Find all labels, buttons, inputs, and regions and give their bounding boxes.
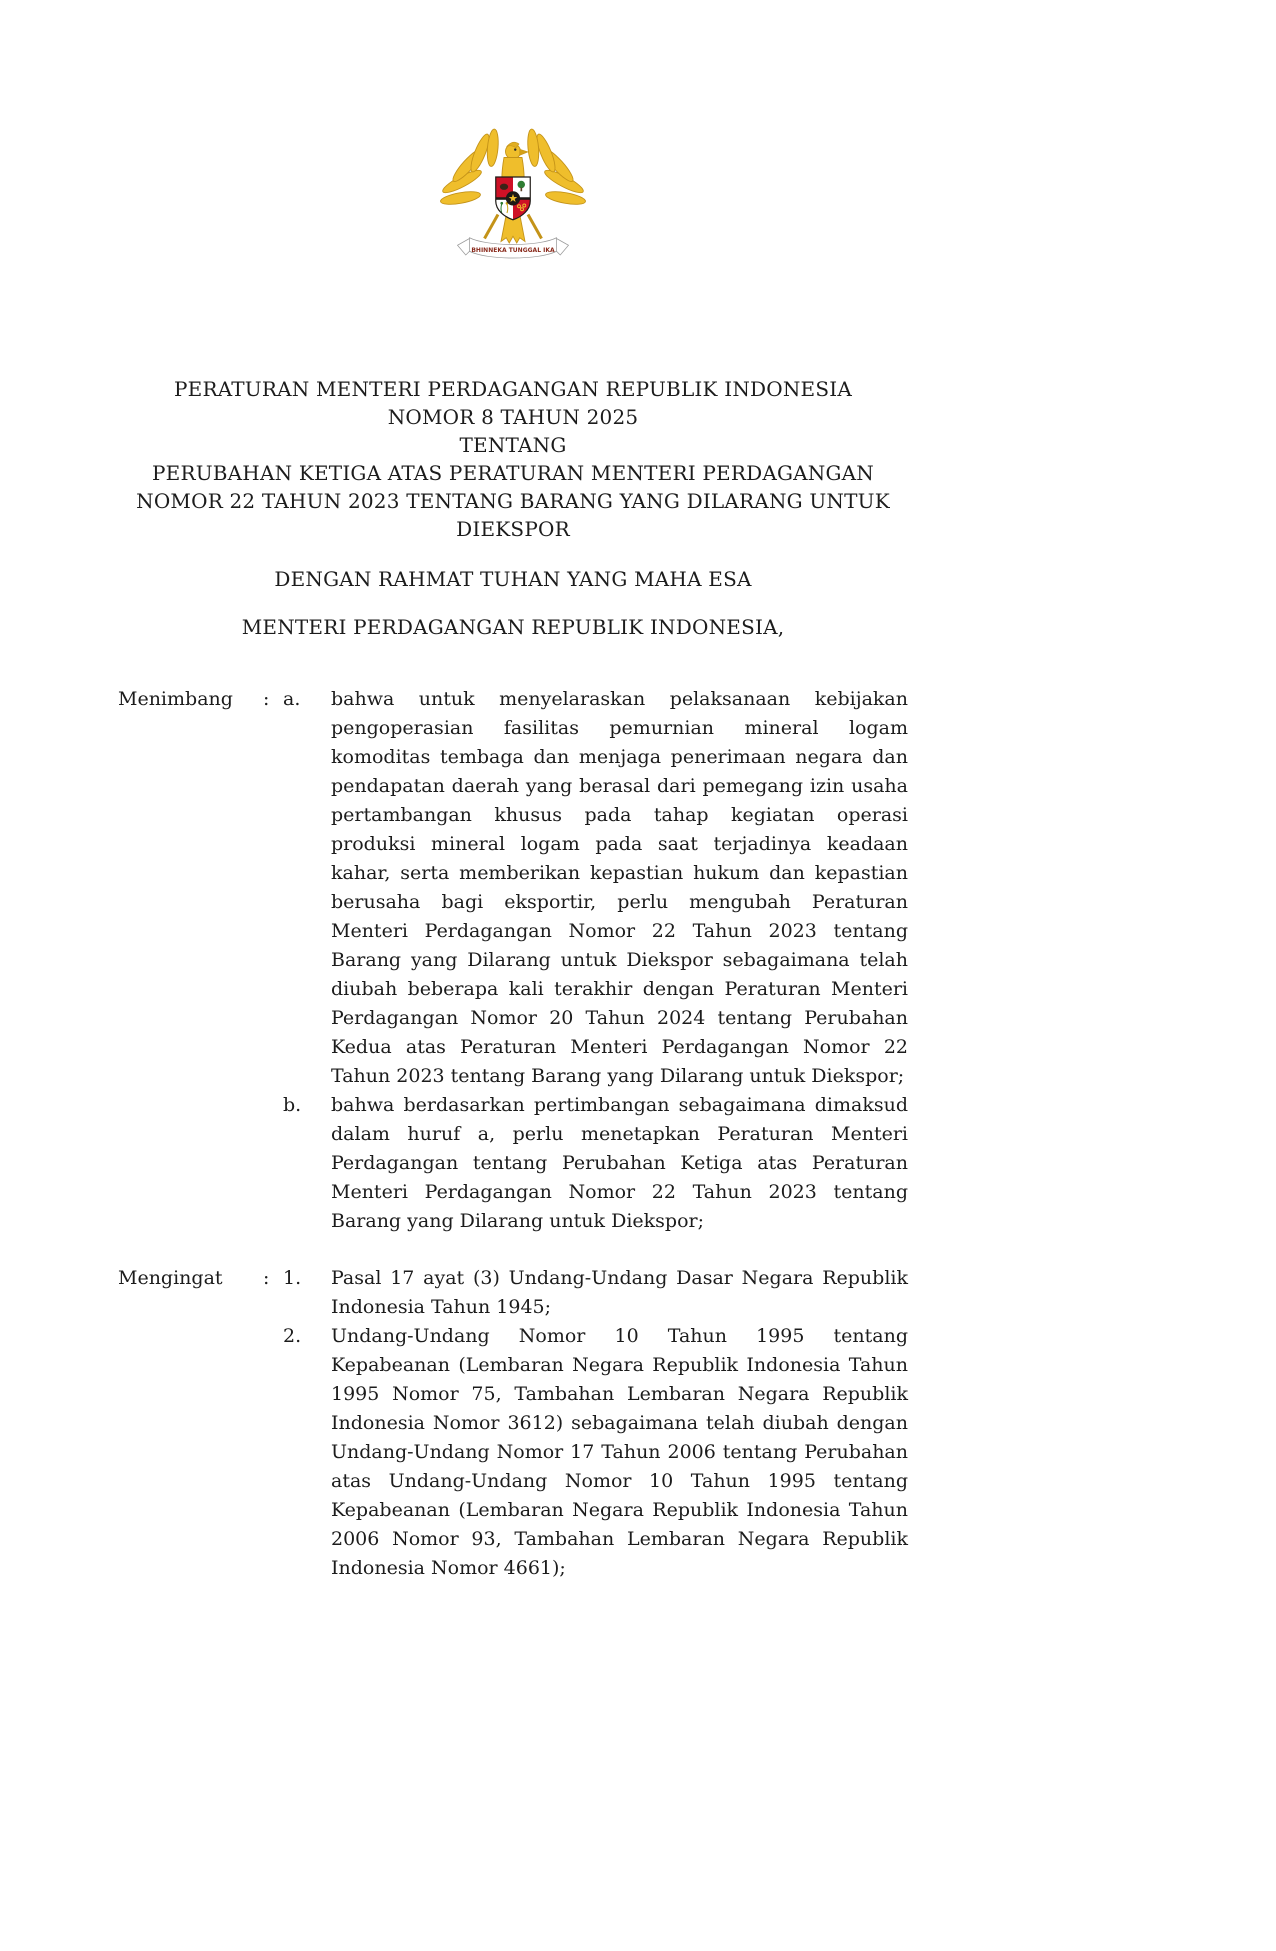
title-line-6: DIEKSPOR bbox=[456, 517, 570, 541]
menimbang-item-a-text: bahwa untuk menyelaraskan pelaksanaan kebijakan pengoperasian fasilitas pemurnian mineral logam komoditas tembaga dan menjaga penerimaan negara dan pendapatan daerah yang berasal dari pemegang izin usaha pertambangan khusus pada tahap kegiatan operasi produksi mineral logam pada saat terjadinya keadaan kahar, serta memberikan kepastian hukum dan kepastian berusaha bagi eksportir, perlu mengubah Peraturan Menteri Perdagangan Nomor 22 Tahun 2023 tentang Barang yang Dilarang untuk Diekspor sebagaimana telah diubah beberapa kali terakhir dengan Peraturan Menteri Perdagangan Nomor 20 Tahun 2024 tentang Perubahan Kedua atas Peraturan Menteri Perdagangan Nomor 22 Tahun 2023 tentang Barang yang Dilarang untuk Diekspor; bbox=[331, 688, 908, 1087]
menimbang-item-a bbox=[118, 685, 908, 1091]
motto-banner bbox=[458, 238, 569, 258]
motto-text: BHINNEKA TUNGGAL IKA bbox=[471, 247, 555, 254]
title-line-1: PERATURAN MENTERI PERDAGANGAN REPUBLIK INDONESIA bbox=[173, 377, 853, 401]
title-line-5: NOMOR 22 TAHUN 2023 TENTANG BARANG YANG DILARANG UNTUK bbox=[136, 489, 890, 513]
title-line-2: NOMOR 8 TAHUN 2025 bbox=[387, 405, 639, 429]
mengingat-item-1-marker: 1. bbox=[283, 1267, 302, 1289]
menimbang-item-a-marker: a. bbox=[283, 688, 301, 710]
mengingat-item-1 bbox=[118, 1264, 908, 1322]
title-line-4: PERUBAHAN KETIGA ATAS PERATURAN MENTERI PERDAGANGAN bbox=[152, 461, 874, 485]
garuda-head bbox=[506, 142, 529, 159]
mengingat-section bbox=[118, 1264, 908, 1583]
mengingat-item-1-text: Pasal 17 ayat (3) Undang-Undang Dasar Negara Republik Indonesia Tahun 1945; bbox=[331, 1267, 908, 1318]
menimbang-item-b bbox=[118, 1091, 908, 1236]
menimbang-colon: : bbox=[263, 688, 270, 710]
pancasila-shield bbox=[496, 177, 531, 221]
garuda-pancasila-emblem bbox=[438, 126, 588, 289]
garuda-pancasila-icon bbox=[438, 126, 588, 285]
document-content bbox=[118, 126, 908, 1583]
officer-line: MENTERI PERDAGANGAN REPUBLIK INDONESIA, bbox=[241, 615, 785, 639]
mengingat-colon: : bbox=[263, 1267, 270, 1289]
menimbang-item-b-marker: b. bbox=[283, 1094, 302, 1116]
mengingat-item-2 bbox=[118, 1322, 908, 1583]
mengingat-item-2-text: Undang-Undang Nomor 10 Tahun 1995 tentang Kepabeanan (Lembaran Negara Republik Indonesia Tahun 1995 Nomor 75, Tambahan Lembaran Negara Republik Indonesia Nomor 3612) sebagaimana telah diubah dengan Undang-Undang Nomor 17 Tahun 2006 tentang Perubahan atas Undang-Undang Nomor 10 Tahun 1995 tentang Kepabeanan (Lembaran Negara Republik Indonesia Tahun 2006 Nomor 93, Tambahan Lembaran Negara Republik Indonesia Nomor 4661); bbox=[331, 1325, 908, 1579]
title-line-3: TENTANG bbox=[459, 433, 567, 457]
menimbang-item-b-text: bahwa berdasarkan pertimbangan sebagaimana dimaksud dalam huruf a, perlu menetapkan Peraturan Menteri Perdagangan tentang Perubahan Ketiga atas Peraturan Menteri Perdagangan Nomor 22 Tahun 2023 tentang Barang yang Dilarang untuk Diekspor; bbox=[331, 1094, 908, 1232]
menimbang-label: Menimbang bbox=[118, 688, 233, 710]
mengingat-item-2-marker: 2. bbox=[283, 1325, 302, 1347]
invocation-line: DENGAN RAHMAT TUHAN YANG MAHA ESA bbox=[274, 567, 752, 591]
menimbang-section bbox=[118, 685, 908, 1236]
document-title-block bbox=[118, 375, 908, 543]
mengingat-label: Mengingat bbox=[118, 1267, 223, 1289]
